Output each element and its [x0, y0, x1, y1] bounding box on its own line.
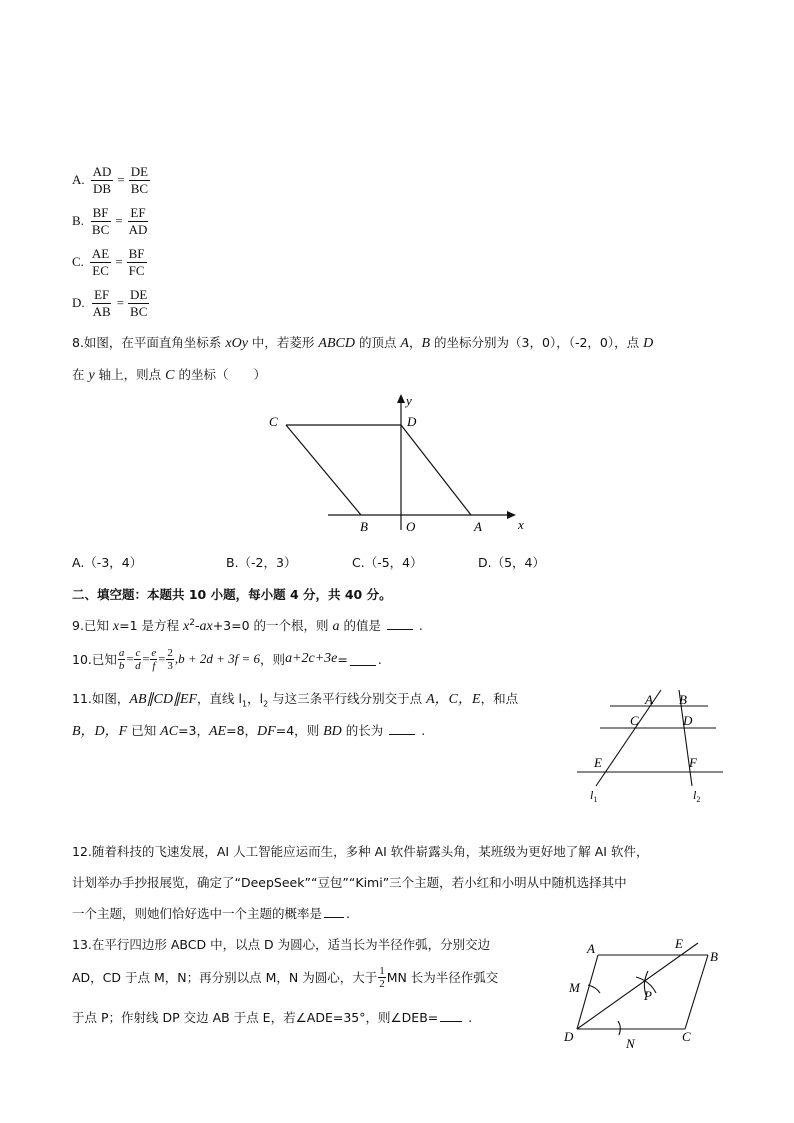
fraction: $\frac{EF}{AB}$ [92, 286, 111, 319]
q13-stem-line3: 于点 P；作射线 DP 交边 AB 于点 E，若∠ADE=35°，则∠DEB= . [72, 1010, 473, 1025]
side-bc [685, 955, 708, 1029]
q13-stem-line1: 13.在平行四边形 ABCD 中，以点 D 为圆心，适当长为半径作弧，分别交边 [72, 937, 491, 952]
q12-stem-line1: 12.随着科技的飞速发展，AI 人工智能应运而生，多种 AI 软件崭露头角，某班级为更好地了解 AI 软件， [72, 844, 649, 859]
answer-blank[interactable] [350, 653, 376, 666]
point-label-d: D [407, 414, 417, 429]
q12-stem-line3: 一个主题，则她们恰好选中一个主题的概率是 . [72, 906, 350, 921]
fraction: $\frac{DE}{BC}$ [130, 163, 149, 196]
q8-rhombus-figure [260, 390, 540, 540]
section-heading: 二、填空题：本题共 10 小题，每小题 4 分，共 40 分。 [72, 587, 392, 602]
point-label-e: E [594, 755, 602, 770]
fraction: $\frac{EF}{AD}$ [128, 204, 148, 237]
q11-stem-line1: 11.如图，AB∥CD∥EF，直线 $l_1$，$l_2$ 与这三条平行线分别交于点 A，C，E，和点 [72, 691, 519, 709]
fraction: $\frac{BF}{BC}$ [91, 204, 110, 237]
point-label-d: D [683, 713, 693, 728]
q13-stem-line2: AD，CD 于点 M，N；再分别以点 M，N 为圆心，大于 $\frac{1}{2}$ MN 长为半径作弧交 [72, 964, 499, 990]
q7-option-a[interactable]: A. $\frac{AD}{DB}$ = $\frac{DE}{BC}$ [72, 163, 149, 196]
fraction: $\frac{a}{b}$ [118, 646, 125, 672]
q8-choice-a[interactable]: A.（-3，4） [72, 555, 143, 570]
fraction: $\frac{c}{d}$ [135, 646, 141, 672]
point-label-a: A [587, 941, 595, 956]
q7-option-b[interactable]: B. $\frac{BF}{BC}$ = $\frac{EF}{AD}$ [72, 204, 148, 237]
point-label-b: B [360, 519, 368, 534]
point-label-c: C [682, 1029, 691, 1044]
point-label-m: M [569, 980, 580, 995]
point-label-o: O [406, 519, 416, 534]
option-label: C. [72, 254, 84, 269]
q8-choice-c[interactable]: C.（-5，4） [352, 555, 423, 570]
point-label-b: B [679, 692, 687, 707]
point-label-e: E [675, 936, 683, 951]
q7-option-d[interactable]: D. $\frac{EF}{AB}$ = $\frac{DE}{BC}$ [72, 286, 148, 319]
option-label: D. [72, 295, 85, 310]
x-axis-arrow-icon [507, 511, 516, 519]
answer-blank[interactable] [440, 1009, 462, 1022]
q7-option-c[interactable]: C. $\frac{AE}{EC}$ = $\frac{BF}{FC}$ [72, 245, 145, 278]
y-axis-arrow-icon [397, 394, 405, 403]
line-label-l1: $l_1$ [590, 788, 598, 803]
option-label: B. [72, 213, 84, 228]
axis-label-x: x [518, 517, 524, 532]
axis-label-y: y [406, 393, 412, 408]
fraction: $\frac{1}{2}$ [379, 964, 385, 990]
q8-stem-line1: 8.如图，在平面直角坐标系 xOy 中，若菱形 ABCD 的顶点 A，B 的坐标分别为（3，0），（-2，0），点 D [72, 335, 654, 351]
point-label-c: C [630, 713, 639, 728]
answer-blank[interactable] [389, 722, 415, 735]
q8-choice-b[interactable]: B.（-2，3） [226, 555, 297, 570]
fraction: $\frac{AE}{EC}$ [91, 245, 110, 278]
fraction: $\frac{2}{3}$ [167, 646, 173, 672]
answer-blank[interactable] [387, 617, 413, 630]
arc-m [588, 985, 600, 993]
point-label-n: N [626, 1036, 635, 1050]
fraction: $\frac{BF}{FC}$ [128, 245, 145, 278]
q12-stem-line2: 计划举办手抄报展览，确定了“DeepSeek”“豆包”“Kimi”三个主题，若小红和小明从中随机选择其中 [72, 875, 627, 890]
arc-n [618, 1021, 620, 1035]
ray-dp [577, 943, 698, 1029]
point-label-p: P [644, 988, 652, 1003]
point-label-a: A [474, 519, 482, 534]
point-label-b: B [710, 949, 718, 964]
side-cb [286, 425, 361, 515]
line-label-l2: $l_2$ [693, 788, 701, 803]
q13-parallelogram-figure [558, 935, 728, 1050]
side-da [577, 955, 598, 1029]
side-da [401, 425, 471, 515]
q8-choice-d[interactable]: D.（5，4） [478, 555, 546, 570]
q8-stem-line2: 在 y 轴上，则点 C 的坐标（ ） [72, 367, 266, 383]
q11-parallel-lines-figure [575, 688, 725, 803]
point-label-c: C [269, 414, 278, 429]
fraction: $\frac{e}{f}$ [151, 646, 157, 672]
q11-stem-line2: B，D，F 已知 AC=3，AE=8，DF=4，则 BD 的长为 . [72, 723, 426, 739]
point-label-f: F [689, 755, 697, 770]
fraction: $\frac{DE}{BC}$ [130, 286, 148, 319]
point-label-d: D [564, 1029, 574, 1044]
fraction: $\frac{AD}{DB}$ [92, 163, 112, 196]
answer-blank[interactable] [324, 905, 344, 918]
point-label-a: A [645, 692, 653, 707]
option-label: A. [72, 172, 85, 187]
q9-stem: 9.已知 x=1 是方程 $x^2-ax+3=0$ 的一个根，则 a 的值是 . [72, 617, 423, 634]
q10-stem: 10.已知 $\frac{a}{b}$ = $\frac{c}{d}$ = $\frac{e}{f}$ = $\frac{2}{3}$ ,b + 2d + 3f = 6 ，则 a+2c+3e = . [72, 646, 382, 672]
